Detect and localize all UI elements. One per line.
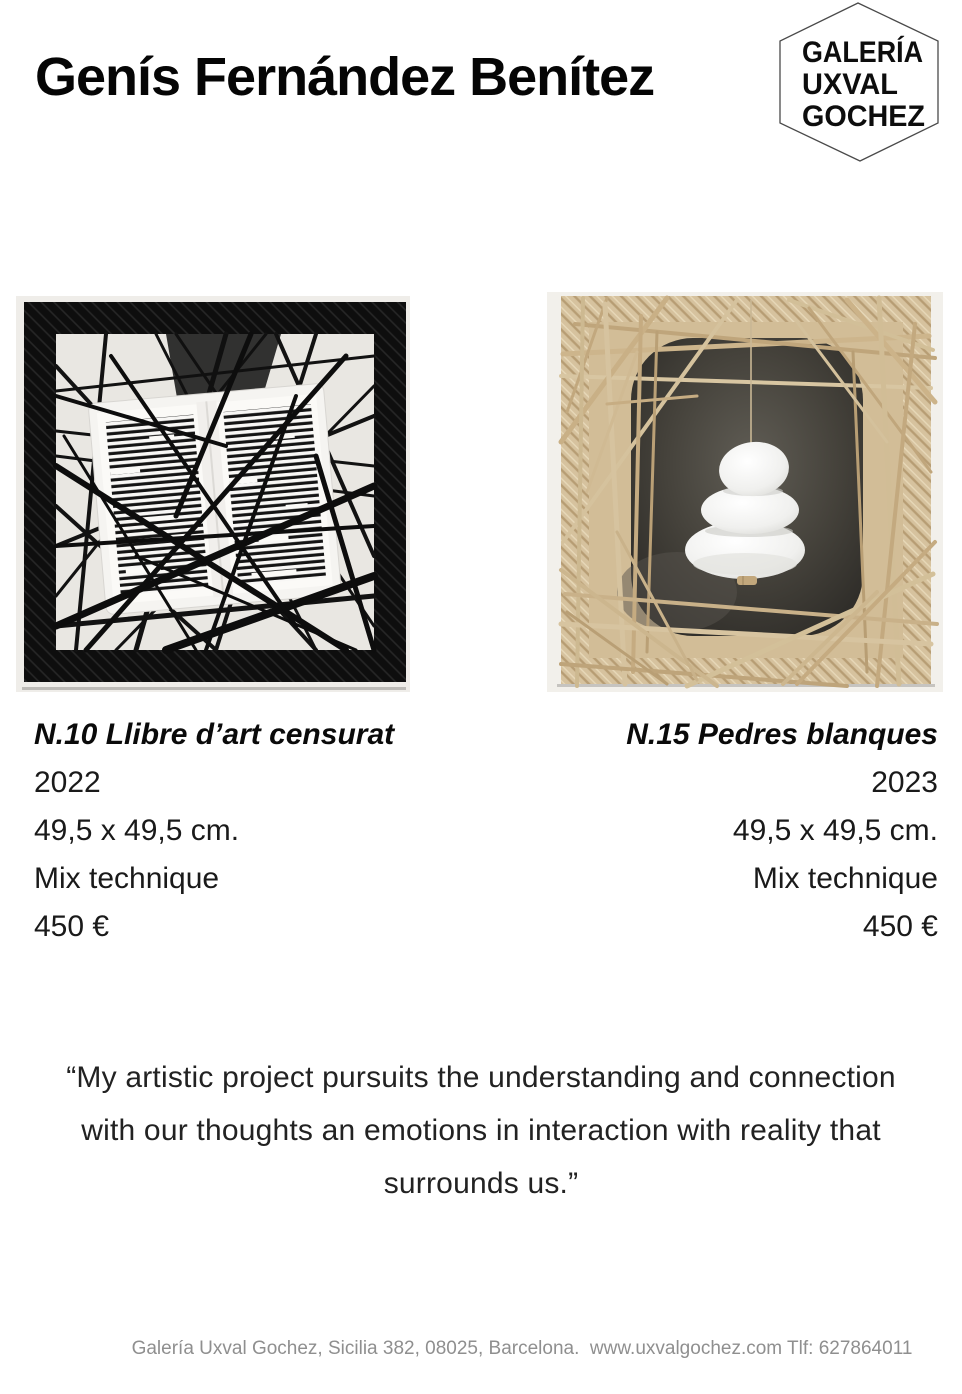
artwork-year: 2022 xyxy=(34,766,101,799)
artist-statement-quote xyxy=(0,1051,962,1210)
artwork-image-white-stones xyxy=(547,292,943,692)
logo-line-2: UXVAL xyxy=(802,68,898,101)
artwork-year: 2023 xyxy=(871,766,938,799)
gallery-logo-hexagon-icon xyxy=(768,0,948,168)
artwork-technique: Mix technique xyxy=(752,862,938,895)
caption-right xyxy=(626,711,938,951)
quote-line: with our thoughts an emotions in interaction with reality that xyxy=(81,1114,881,1147)
artwork-price: 450 € xyxy=(34,910,110,943)
artwork-dimensions: 49,5 x 49,5 cm. xyxy=(34,814,240,847)
artwork-price: 450 € xyxy=(862,910,938,943)
artwork-dimensions: 49,5 x 49,5 cm. xyxy=(732,814,938,847)
artwork-image-censored-book xyxy=(16,296,410,692)
logo-line-3: GOCHEZ xyxy=(802,100,925,133)
artwork-title: N.15 Pedres blanques xyxy=(626,718,938,751)
page-title: Genís Fernández Benítez xyxy=(35,47,655,107)
quote-line: surrounds us.” xyxy=(383,1167,579,1200)
artwork-title: N.10 Llibre d’art censurat xyxy=(34,718,395,751)
caption-left xyxy=(34,711,394,951)
quote-line: “My artistic project pursuits the understanding and connection xyxy=(66,1061,896,1094)
artwork-technique: Mix technique xyxy=(34,862,220,895)
footer-contact-text: Galería Uxval Gochez, Sicilia 382, 08025, Barcelona. www.uxvalgochez.com Tlf: 627864011 xyxy=(131,1338,913,1359)
logo-line-1: GALERÍA xyxy=(802,36,937,69)
